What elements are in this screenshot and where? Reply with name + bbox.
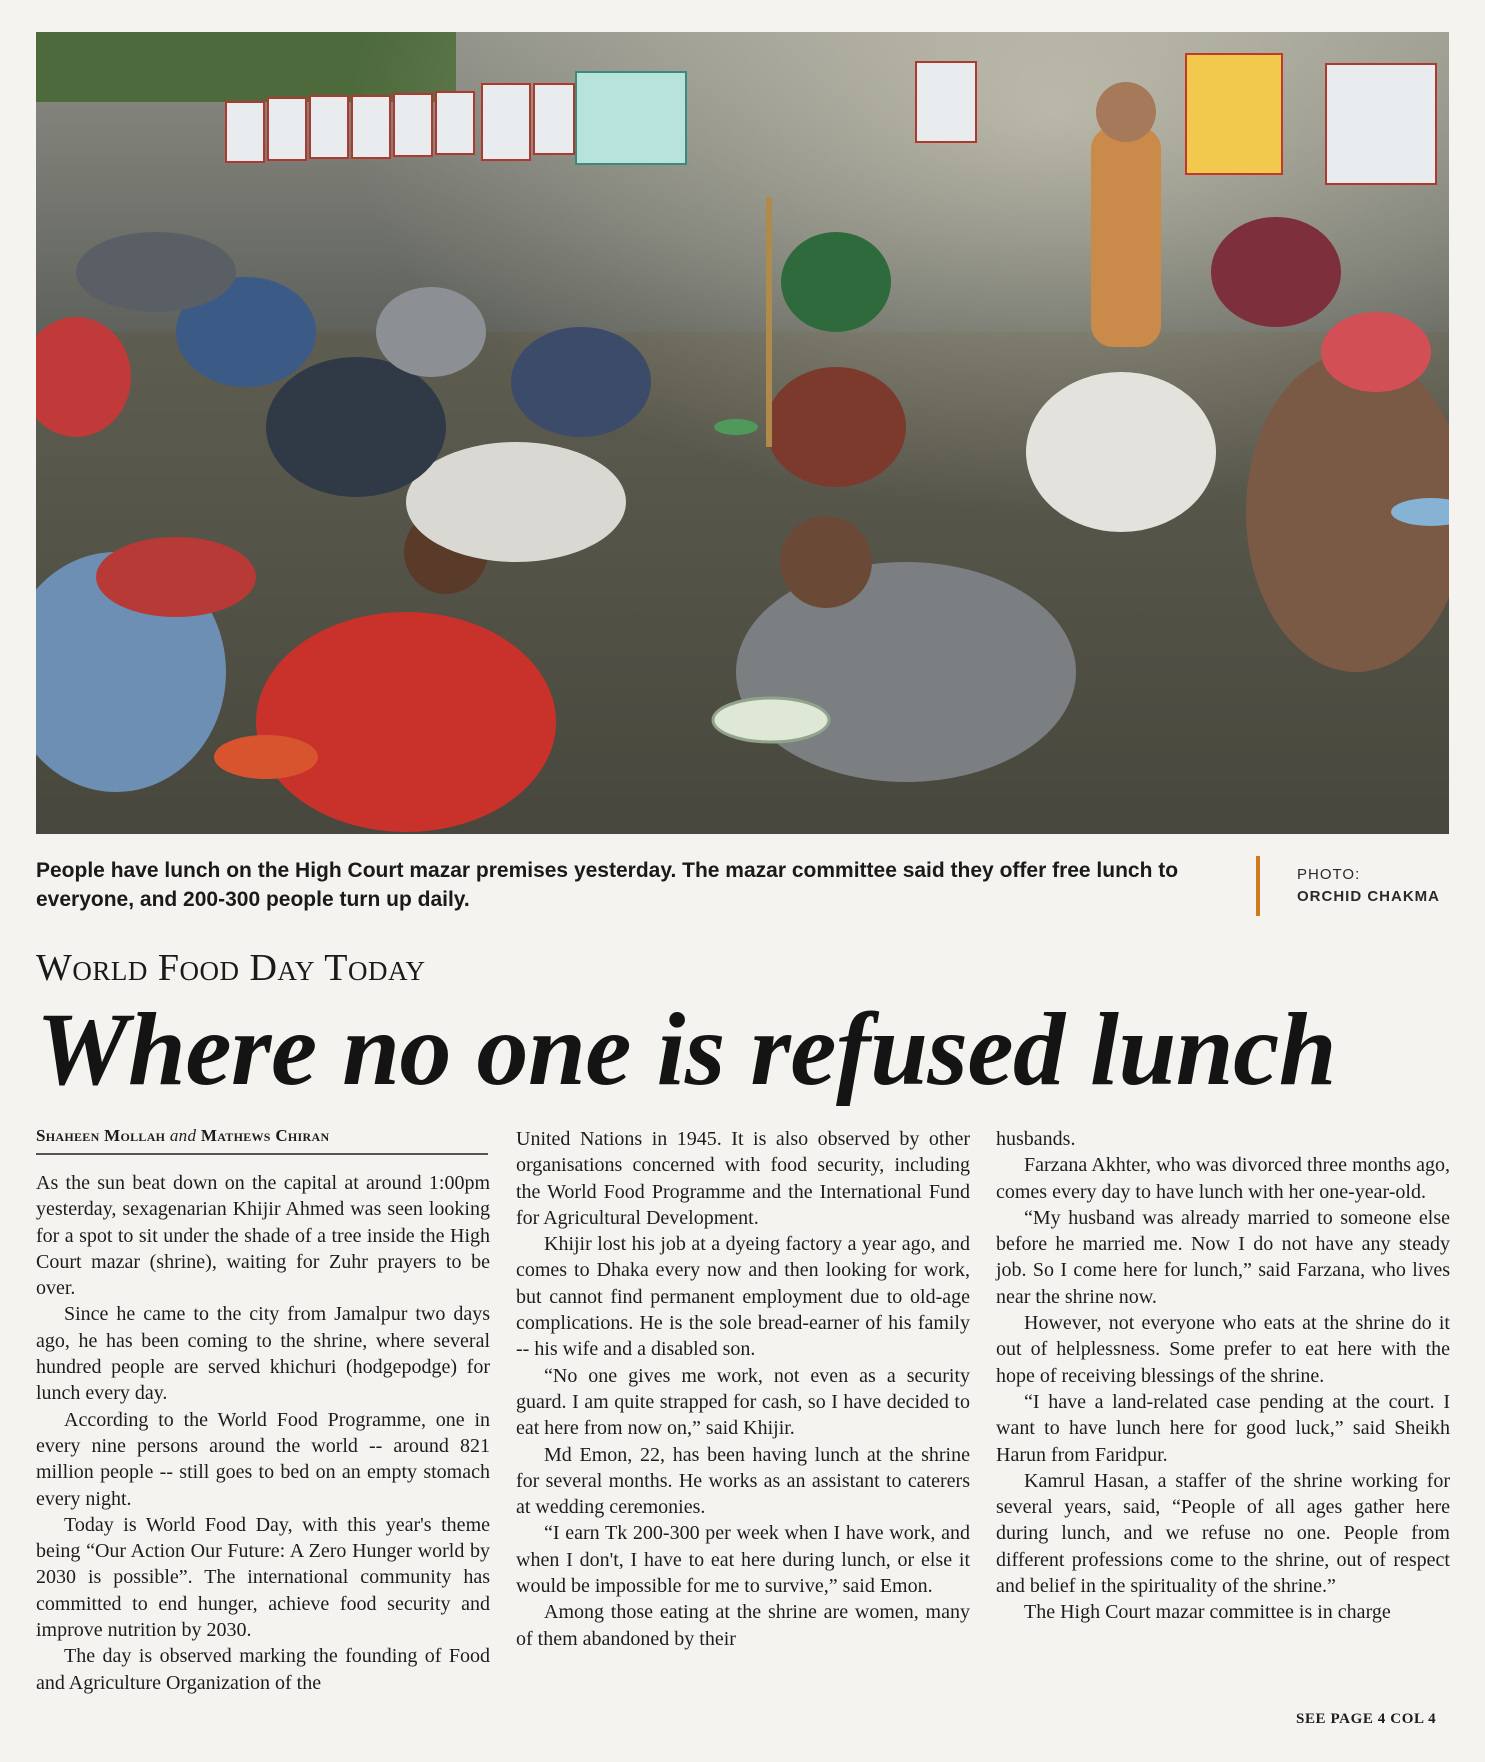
continued-on-link[interactable]: SEE PAGE 4 COL 4 [1296,1711,1437,1727]
article-column-2 [516,1126,970,1652]
paragraph: The day is observed marking the founding of Food and Agriculture Organization of the [36,1645,490,1694]
byline-author-2: Mathews Chiran [200,1126,330,1145]
paragraph: Since he came to the city from Jamalpur two days ago, he has been coming to the shrine, where several hundred people are served khichuri (hodgepodge) for lunch every day. [36,1303,490,1405]
photo-credit [1297,864,1440,908]
article-headline: Where no one is refused lunch [36,992,1337,1107]
paragraph: Kamrul Hasan, a staffer of the shrine working for several years, said, “People of all ages gather here during lunch, and we refuse no one. People from different professions come to the shrine, out of respect and belief in the spirituality of the shrine.” [996,1469,1450,1598]
article-photo [36,32,1449,834]
paragraph: Khijir lost his job at a dyeing factory a year ago, and comes to Dhaka every now and then looking for work, but cannot find permanent employment due to old-age complications. He is the sole bread-earner of his family -- his wife and a disabled son. [516,1233,970,1361]
paragraph: Among those eating at the shrine are women, many of them abandoned by their [516,1601,970,1650]
article-column-3 [996,1126,1450,1626]
photo-credit-label: PHOTO: [1297,866,1361,883]
article-kicker: World Food Day Today [36,947,426,989]
lunch-scene-photo [36,32,1449,834]
paragraph: Today is World Food Day, with this year's theme being “Our Action Our Future: A Zero Hunger world by 2030 is possible”. The international community has committed to end hunger, achieve food security and improve nutrition by 2030. [36,1513,490,1642]
paragraph: husbands. [996,1128,1076,1150]
paragraph: However, not everyone who eats at the shrine do it out of helplessness. Some prefer to eat here with the hope of receiving blessings of the shrine. [996,1312,1450,1387]
article-column-1 [36,1170,490,1696]
paragraph: “I earn Tk 200-300 per week when I have work, and when I don't, I have to eat here during lunch, or else it would be impossible for me to survive,” said Emon. [516,1522,970,1598]
paragraph: The High Court mazar committee is in charge [1024,1601,1391,1624]
paragraph: “My husband was already married to someone else before he married me. Now I do not have any steady job. So I come here for lunch,” said Farzana, who lives near the shrine now. [996,1206,1450,1308]
article-byline [36,1126,488,1155]
credit-divider [1256,856,1260,916]
paragraph: As the sun beat down on the capital at around 1:00pm yesterday, sexagenarian Khijir Ahmed was seen looking for a spot to sit under the shade of a tree inside the High Court mazar (shrine), waiting for Zuhr prayers to be over. [36,1172,490,1300]
photo-credit-name: ORCHID CHAKMA [1297,888,1440,905]
paragraph: “No one gives me work, not even as a security guard. I am quite strapped for cash, so I have decided to eat here from now on,” said Khijir. [516,1364,970,1440]
paragraph: According to the World Food Programme, one in every nine persons around the world -- around 821 million people -- still goes to bed on an empty stomach every night. [36,1408,490,1510]
paragraph: Farzana Akhter, who was divorced three months ago, comes every day to have lunch with her one-year-old. [996,1154,1450,1203]
paragraph: Md Emon, 22, has been having lunch at the shrine for several months. He works as an assistant to caterers at wedding ceremonies. [516,1443,970,1519]
byline-author-1: Shaheen Mollah [36,1126,166,1145]
photo-caption: People have lunch on the High Court mazar premises yesterday. The mazar committee said they offer free lunch to everyone, and 200-300 people turn up daily. [36,859,1179,911]
byline-conjunction: and [169,1126,197,1145]
paragraph: United Nations in 1945. It is also observed by other organisations concerned with food security, including the World Food Programme and the International Fund for Agricultural Development. [516,1128,970,1229]
paragraph: “I have a land-related case pending at the court. I want to have lunch here for good luck,” said Sheikh Harun from Faridpur. [996,1390,1450,1466]
